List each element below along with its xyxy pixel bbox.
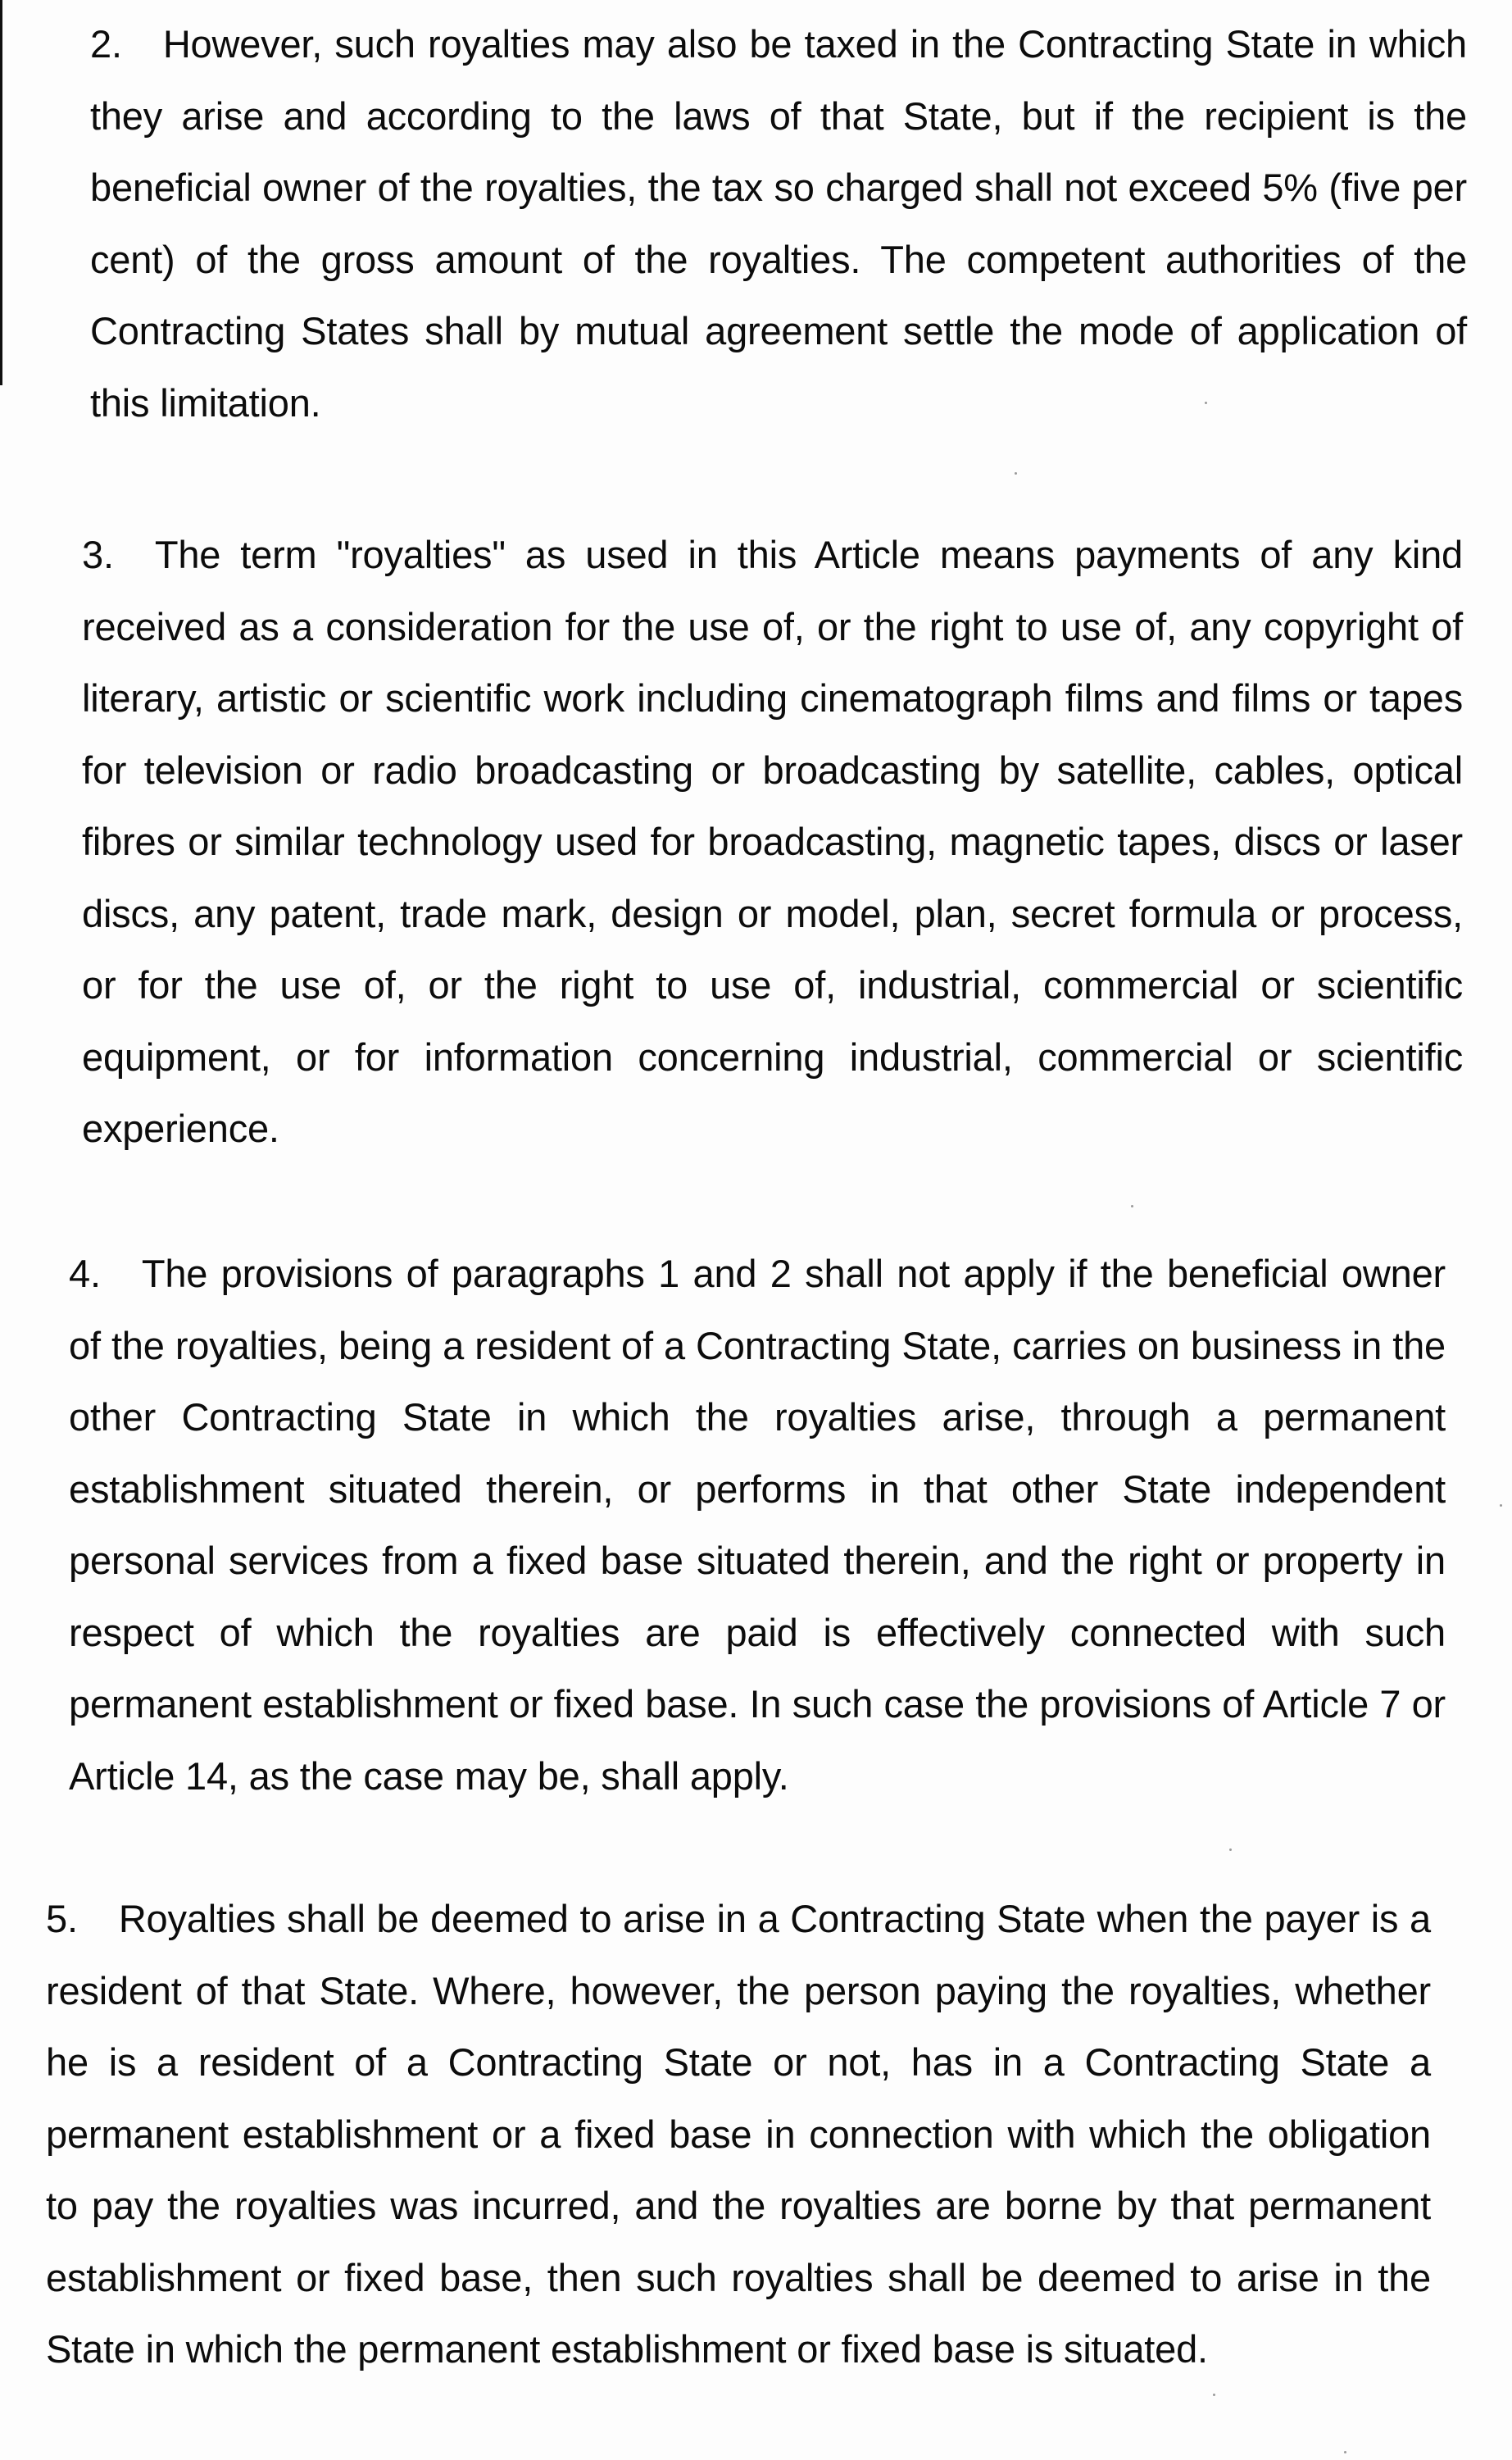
paragraph-text: The term "royalties" as used in this Article means payments of any kind received as a consideration for the use of, or the right to use of, any copyright of literary, artistic or scientific work including cinematograph films and films or tapes for television or radio broadcasting or broadcasting by satellite, cables, optical fibres or similar technology used for broadcasting, magnetic tapes, discs or laser discs, any patent, trade mark, design or model, plan, secret formula or process, or for the use of, or the right to use of, industrial, commercial or scientific equipment, or for information concerning industrial, commercial or scientific experience. — [82, 533, 1463, 1150]
scan-speck — [1015, 472, 1017, 475]
paragraph-text: The provisions of paragraphs 1 and 2 shall not apply if the beneficial owner of the royalties, being a resident of a Contracting State, carries on business in the other Contracting State in which the royalties arise, through a permanent establishment situated therein, or performs in that other State independent personal services from a fixed base situated therein, and the right or property in respect of which the royalties are paid is effectively connected with such permanent establishment or fixed base. In such case the provisions of Article 7 or Article 14, as the case may be, shall apply. — [69, 1252, 1446, 1798]
paragraph-2 — [90, 8, 1467, 439]
paragraph-text: However, such royalties may also be taxed in the Contracting State in which they arise and according to the laws of that State, but if the recipient is the beneficial owner of the royalties, the tax so charged shall not exceed 5% (five per cent) of the gross amount of the royalties. The competent authorities of the Contracting States shall by mutual agreement settle the mode of application of this limitation. — [90, 22, 1467, 425]
paragraph-5 — [46, 1883, 1431, 2385]
paragraph-number: 4. — [69, 1252, 101, 1295]
paragraph-text: Royalties shall be deemed to arise in a Contracting State when the payer is a resident of that State. Where, however, the person paying the royalties, whether he is a resident of a Contracting State or not, has in a Contracting State a permanent establishment or a fixed base in connection with which the obligation to pay the royalties was incurred, and the royalties are borne by that permanent establishment or fixed base, then such royalties shall be deemed to arise in the State in which the permanent establishment or fixed base is situated. — [46, 1897, 1431, 2371]
scan-speck — [1131, 1205, 1133, 1207]
paragraph-4 — [69, 1238, 1446, 1812]
paragraph-3 — [82, 519, 1463, 1165]
scan-speck — [1344, 2451, 1346, 2453]
paragraph-number: 5. — [46, 1897, 78, 1940]
scan-speck — [1229, 1848, 1232, 1851]
scan-speck — [1205, 402, 1207, 404]
paragraph-number: 2. — [90, 22, 122, 66]
paragraph-number: 3. — [82, 533, 114, 576]
scan-speck — [1213, 2394, 1215, 2396]
scan-speck — [1500, 1504, 1502, 1507]
scan-edge-line — [0, 0, 2, 385]
